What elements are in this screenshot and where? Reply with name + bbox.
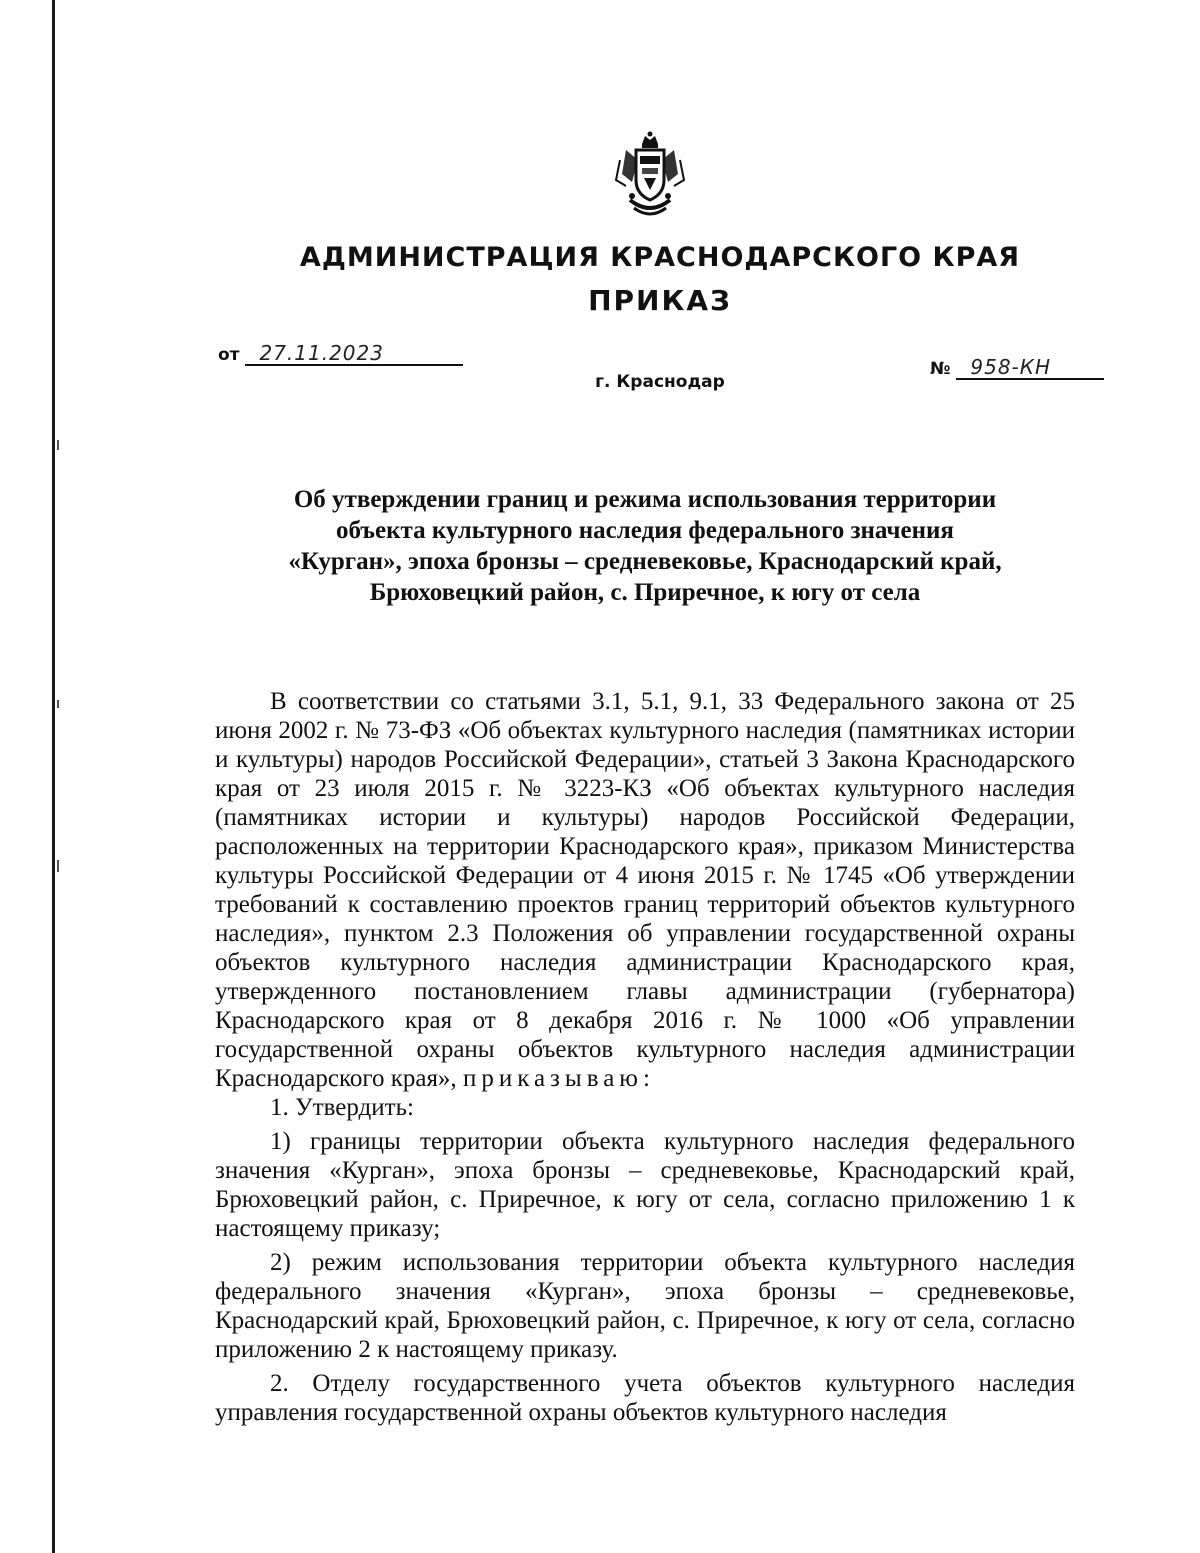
subject-line: Брюховецкий район, с. Приречное, к югу от села: [369, 579, 921, 606]
date-handwritten-value: 27.11.2023: [245, 342, 463, 366]
scan-artifact-mark: [57, 440, 59, 450]
scan-artifact-mark: [57, 860, 59, 872]
item-2-paragraph: 2. Отделу государственного учета объектов культурного наследия управления государственной охраны объектов культурного наследия: [215, 1370, 1075, 1426]
subject-line: Об утверждении границ и режима использования территории: [293, 486, 997, 513]
scan-page-edge: [52, 0, 55, 1553]
scan-artifact-mark: [57, 700, 59, 708]
order-word: приказываю:: [462, 1065, 655, 1092]
subject-line: «Курган», эпоха бронзы – средневековье, Краснодарский край,: [288, 548, 1002, 575]
date-prefix: от: [218, 345, 240, 365]
number-prefix: №: [930, 359, 951, 379]
document-body: [215, 687, 1075, 1427]
organization-title: АДМИНИСТРАЦИЯ КРАСНОДАРСКОГО КРАЯ: [299, 242, 1021, 273]
document-subject: [215, 484, 1075, 608]
document-type-title: ПРИКАЗ: [588, 284, 732, 317]
subject-line: объекта культурного наследия федерального значения: [336, 517, 954, 544]
city-label: г. Краснодар: [595, 372, 725, 392]
item-1-heading: 1. Утвердить:: [270, 1094, 414, 1121]
document-date: [218, 342, 463, 366]
item-1-2-paragraph: 2) режим использования территории объекта культурного наследия федерального значения «Курган», эпоха бронзы – средневековье, Краснодарский край, Брюховецкий район, с. Приречное, к югу от села, согласно приложению 2 к настоящему приказу.: [215, 1249, 1075, 1363]
preamble-text: В соответствии со статьями 3.1, 5.1, 9.1, 33 Федерального закона от 25 июня 2002 г. № 73-ФЗ «Об объектах культурного наследия (памятниках истории и культуры) народов Российской Федерации», статьей 3 Закона Краснодарского края от 23 июля 2015 г. № 3223-КЗ «Об объектах культурного наследия (памятниках истории и культуры) народов Российской Федерации, расположенных на территории Краснодарского края», приказом Министерства культуры Российской Федерации от 4 июня 2015 г. № 1745 «Об утверждении требований к составлению проектов границ территорий объектов культурного наследия», пунктом 2.3 Положения об управлении государственной охраны объектов культурного наследия администрации Краснодарского края, утвержденного постановлением главы администрации (губернатора) Краснодарского края от 8 декабря 2016 г. № 1000 «Об управлении государственной охраны объектов культурного наследия администрации Краснодарского края»,: [215, 688, 1075, 1092]
number-handwritten-value: 958-КН: [956, 356, 1104, 380]
coat-of-arms-emblem: [612, 130, 688, 220]
preamble-paragraph: [215, 687, 1075, 1093]
item-1-1-paragraph: 1) границы территории объекта культурного наследия федерального значения «Курган», эпоха бронзы – средневековье, Краснодарский край, Брюховецкий район, с. Приречное, к югу от села, согласно приложению 1 к настоящему приказу;: [215, 1128, 1075, 1242]
